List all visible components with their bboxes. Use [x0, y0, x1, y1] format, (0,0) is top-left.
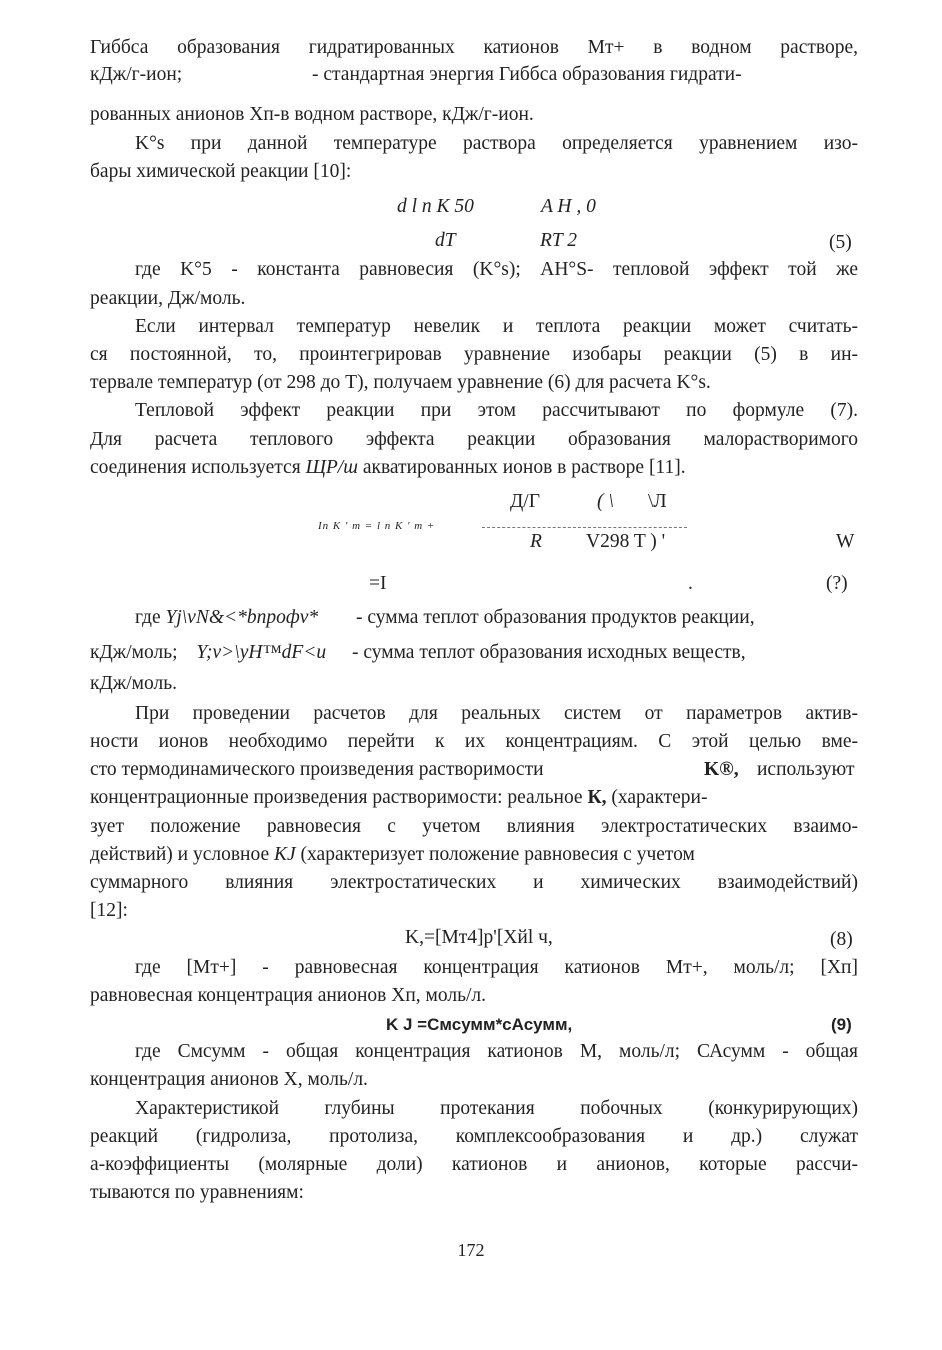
text-line: где Смсумм - общая концентрация катионов М, моль/л; САсумм - общая [135, 1041, 858, 1062]
eq6-paren: ( \ [597, 491, 614, 512]
text-line: При проведении расчетов для реальных систем от параметров актив- [135, 703, 858, 724]
text-fragment: кДж/г-ион; [90, 64, 183, 85]
text-line: кДж/моль. [90, 673, 177, 694]
fraction-bar [482, 527, 687, 528]
text-fragment: соединения используется [90, 457, 301, 478]
text-line [90, 63, 858, 87]
eq5-numerator-left: d l n K 50 [397, 196, 474, 217]
eq6-denominator: V298 T ) ' [586, 531, 666, 552]
text-line: Характеристикой глубины протекания побочных (конкурирующих) [135, 1098, 858, 1119]
text-line: бары химической реакции [10]: [90, 161, 352, 182]
page-number: 172 [457, 1240, 485, 1260]
eq6-numerator: Д/Г [510, 491, 540, 512]
text-line: Если интервал температур невелик и теплота реакции может считать- [135, 316, 858, 337]
text-fragment: К, [587, 787, 607, 808]
text-line: реакций (гидролиза, протолиза, комплексообразования и др.) служат [90, 1126, 858, 1147]
text-fragment: действий) и условное [90, 844, 270, 865]
text-fragment: - сумма теплот образования продуктов реакции, [356, 607, 755, 628]
text-line: K°s при данной температуре раствора определяется уравнением изо- [135, 133, 858, 154]
text-line: реакции, Дж/моль. [90, 288, 246, 309]
text-line [90, 843, 858, 867]
text-line: а-коэффициенты (молярные доли) катионов и анионов, которые рассчи- [90, 1154, 858, 1175]
equation-number: (8) [830, 929, 853, 950]
text-fragment: Yj\vN&<*bnpoфv* [165, 607, 319, 628]
eq7-dot: . [688, 573, 693, 594]
text-fragment: используют [757, 759, 855, 780]
eq6-numerator-right: \Л [648, 491, 667, 512]
text-line: тервале температур (от 298 до Т), получаем уравнение (6) для расчета K°s. [90, 372, 711, 393]
equation-number: W [836, 531, 855, 552]
text-line: Для расчета теплового эффекта реакции образования малорастворимого [90, 429, 858, 450]
equation-number: (?) [826, 573, 848, 594]
equation-number: (9) [831, 1015, 852, 1034]
text-line: тываются по уравнениям: [90, 1182, 304, 1203]
text-line [90, 786, 858, 810]
text-fragment: где [135, 607, 161, 628]
text-fragment: ЩР/ш [305, 457, 358, 478]
eq8-body: K,=[Mт4]p'[Xйl ч, [405, 927, 553, 948]
text-line: равновесная концентрация анионов Хп, моль/л. [90, 985, 486, 1006]
text-fragment: (характеризует положение равновесия с учетом [300, 844, 695, 865]
text-fragment: акватированных ионов в растворе [11]. [362, 457, 686, 478]
text-fragment: - стандартная энергия Гиббса образования гидрати- [312, 64, 742, 85]
eq6-lhs: In K ' m = l n K ' m + [318, 520, 436, 532]
text-line: суммарного влияния электростатических и химических взаимодействий) [90, 872, 858, 893]
text-fragment: KJ [274, 844, 296, 865]
text-fragment: концентрационные произведения растворимости: реальное [90, 787, 583, 808]
text-fragment: кДж/моль; [90, 642, 178, 663]
text-line [135, 606, 858, 630]
text-line: зует положение равновесия с учетом влияния электростатических взаимо- [90, 816, 858, 837]
text-line: концентрация анионов X, моль/л. [90, 1069, 368, 1090]
text-fragment: Y;v>\yH™dF<u [196, 642, 327, 663]
eq5-denominator-right: RT 2 [540, 230, 578, 251]
text-line: [12]: [90, 900, 128, 921]
text-line: Гиббса образования гидратированных катионов Мт+ в водном растворе, [90, 37, 858, 58]
text-line: где K°5 - константа равновесия (K°s); AH°S- тепловой эффект той же [135, 259, 858, 280]
text-fragment: (характери- [611, 787, 708, 808]
text-line [90, 641, 858, 665]
eq5-denominator-left: dT [435, 230, 456, 251]
eq7-lhs: =I [369, 573, 387, 594]
eq5-numerator-right: A H , 0 [541, 196, 596, 217]
text-line [90, 758, 858, 782]
equation-number: (5) [829, 232, 852, 253]
eq6-denominator-R: R [530, 531, 542, 552]
text-fragment: K®, [704, 759, 739, 780]
text-line: ся постоянной, то, проинтегрировав уравнение изобары реакции (5) в ин- [90, 344, 858, 365]
text-line [90, 456, 858, 480]
eq9-body: K J =Смсумм*сАсумм, [386, 1015, 573, 1034]
text-fragment: - сумма теплот образования исходных веществ, [352, 642, 746, 663]
text-line: где [Мт+] - равновесная концентрация катионов Мт+, моль/л; [Хп] [135, 957, 858, 978]
text-line: рованных анионов Хп-в водном растворе, кДж/г-ион. [90, 104, 534, 125]
text-line: Тепловой эффект реакции при этом рассчитывают по формуле (7). [135, 400, 858, 421]
text-line: ности ионов необходимо перейти к их концентрациям. С этой целью вме- [90, 731, 858, 752]
text-fragment: сто термодинамического произведения растворимости [90, 759, 544, 780]
